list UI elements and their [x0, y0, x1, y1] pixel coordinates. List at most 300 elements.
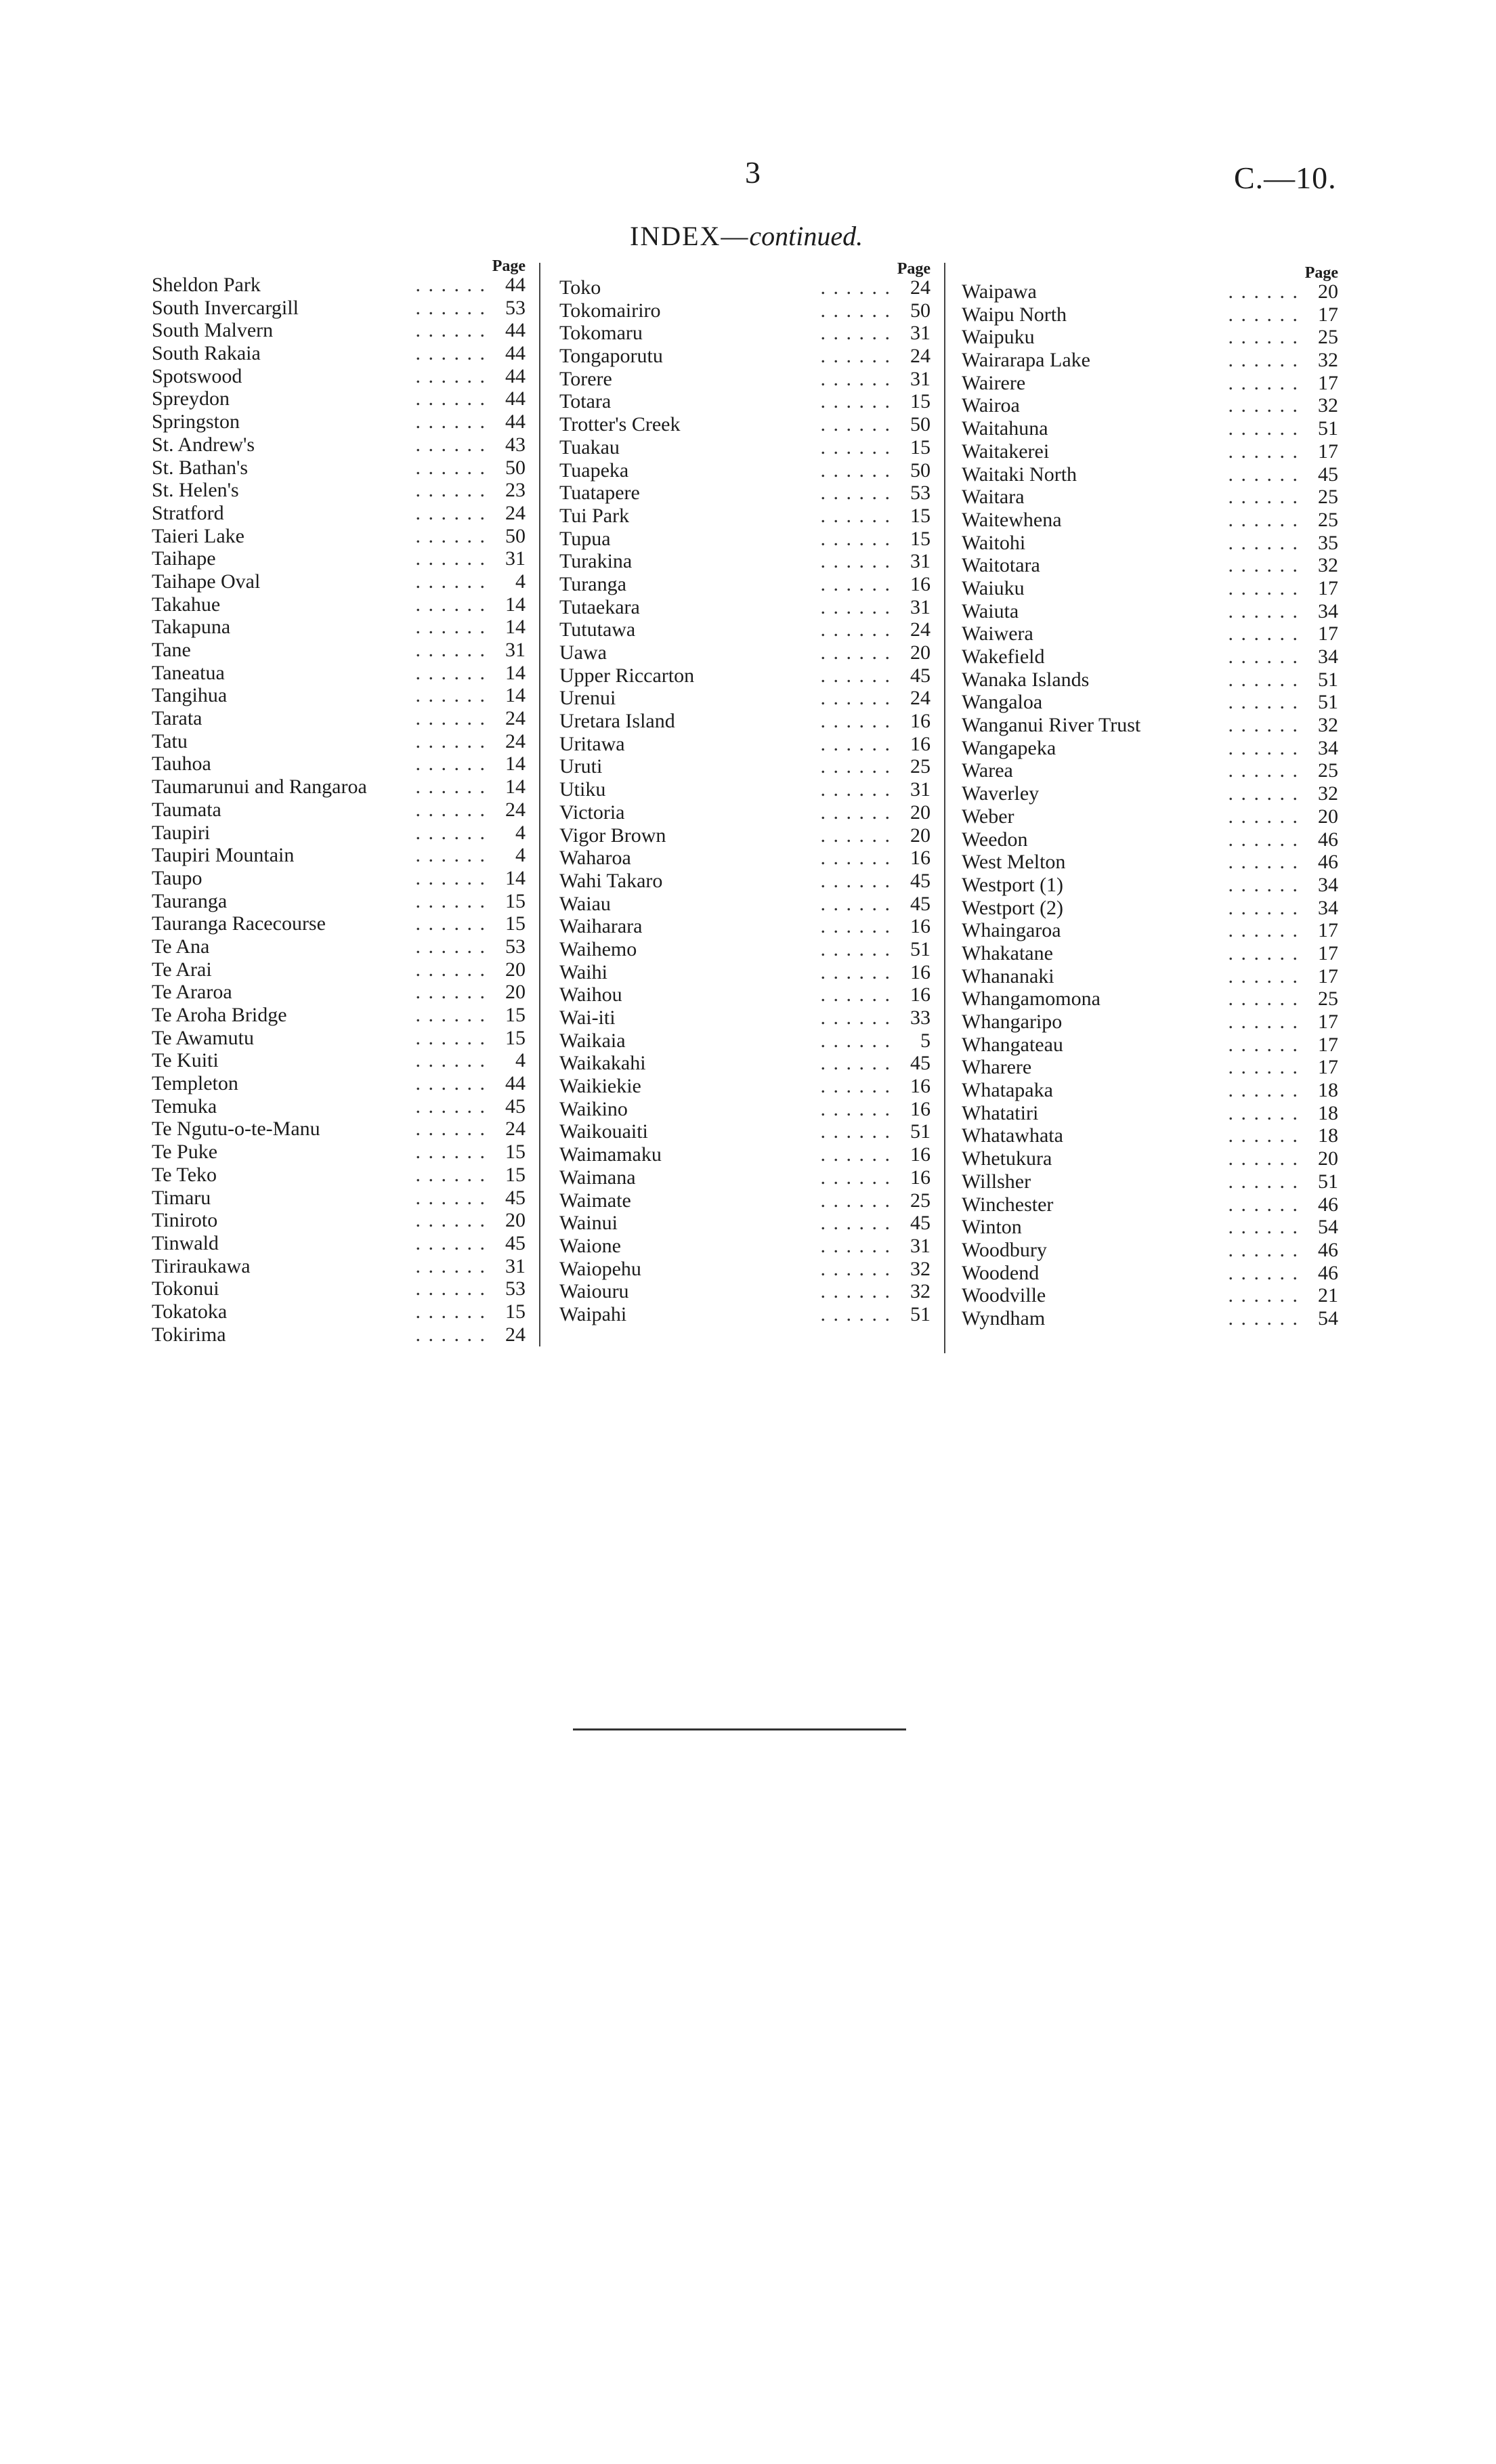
entry-name: Te Aroha Bridge	[152, 1004, 287, 1026]
index-entry	[152, 319, 526, 342]
entry-page: 32	[1318, 782, 1338, 805]
index-entry	[559, 368, 931, 391]
document-reference: C.—10.	[1234, 161, 1337, 195]
entry-name: Whatawhata	[962, 1124, 1063, 1147]
entry-name: Tiriraukawa	[152, 1254, 251, 1277]
entry-name: Waihou	[559, 983, 622, 1006]
index-entry	[152, 456, 526, 480]
index-entry	[559, 276, 931, 299]
index-entry	[559, 778, 931, 801]
entry-page: 16	[910, 1143, 931, 1166]
entry-page: 18	[1318, 1079, 1338, 1102]
index-entry	[152, 639, 526, 662]
entry-name: Tauranga Racecourse	[152, 912, 326, 935]
entry-name: Waitewhena	[962, 508, 1062, 531]
leader-dots: . . . . . .	[415, 593, 486, 616]
entry-name: Wairoa	[962, 394, 1020, 417]
entry-page: 51	[1318, 668, 1338, 691]
entry-page: 34	[1318, 873, 1338, 896]
entry-name: Winchester	[962, 1193, 1054, 1216]
entry-name: Waitohi	[962, 531, 1026, 554]
entry-name: Waiuta	[962, 599, 1019, 622]
index-entry	[962, 965, 1338, 988]
entry-name: Waimana	[559, 1166, 636, 1189]
entry-page: 35	[1318, 531, 1338, 554]
entry-page: 5	[920, 1029, 931, 1052]
index-list	[559, 276, 931, 1326]
entry-page: 45	[1318, 463, 1338, 486]
entry-page: 15	[505, 1300, 526, 1323]
entry-name: Westport (1)	[962, 873, 1064, 896]
entry-name: Tui Park	[559, 504, 630, 527]
leader-dots: . . . . . .	[1228, 828, 1299, 851]
index-entry	[152, 1209, 526, 1232]
entry-page: 45	[910, 1212, 931, 1235]
entry-page: 18	[1318, 1124, 1338, 1147]
entry-name: St. Bathan's	[152, 456, 249, 479]
entry-page: 14	[505, 866, 526, 889]
entry-page: 20	[505, 958, 526, 981]
entry-name: Waimate	[559, 1189, 631, 1212]
index-entry	[559, 596, 931, 619]
index-entry	[559, 573, 931, 596]
leader-dots: . . . . . .	[820, 367, 891, 390]
index-entry	[152, 1072, 526, 1095]
entry-name: Waipuku	[962, 326, 1035, 349]
entry-page: 20	[505, 981, 526, 1004]
leader-dots: . . . . . .	[820, 1234, 891, 1257]
entry-name: Waipawa	[962, 280, 1037, 303]
entry-name: Te Teko	[152, 1163, 217, 1186]
leader-dots: . . . . . .	[820, 869, 891, 892]
entry-page: 24	[505, 707, 526, 730]
leader-dots: . . . . . .	[415, 912, 486, 935]
leader-dots: . . . . . .	[1228, 691, 1299, 714]
index-entry	[559, 1166, 931, 1189]
index-entry	[559, 1006, 931, 1029]
leader-dots: . . . . . .	[415, 889, 486, 912]
entry-name: Waiouru	[559, 1280, 629, 1303]
entry-name: Whangaripo	[962, 1011, 1063, 1033]
leader-dots: . . . . . .	[1228, 987, 1299, 1011]
leader-dots: . . . . . .	[415, 1209, 486, 1232]
index-entry	[152, 365, 526, 388]
entry-page: 51	[1318, 691, 1338, 714]
entry-page: 44	[505, 410, 526, 433]
leader-dots: . . . . . .	[415, 364, 486, 387]
index-entry	[962, 805, 1338, 828]
entry-name: Urenui	[559, 687, 616, 710]
leader-dots: . . . . . .	[1228, 736, 1299, 759]
entry-page: 20	[1318, 280, 1338, 303]
entry-page: 31	[505, 547, 526, 570]
leader-dots: . . . . . .	[1228, 941, 1299, 964]
index-entry	[559, 1052, 931, 1075]
entry-page: 51	[1318, 1170, 1338, 1193]
index-entry	[962, 463, 1338, 486]
entry-name: Tiniroto	[152, 1209, 218, 1232]
index-entry	[152, 867, 526, 890]
entry-name: Spotswood	[152, 364, 242, 387]
entry-page: 44	[505, 274, 526, 296]
entry-page: 50	[910, 299, 931, 322]
entry-name: Taumata	[152, 798, 221, 821]
leader-dots: . . . . . .	[415, 296, 486, 319]
entry-page: 14	[505, 593, 526, 616]
index-entry	[152, 935, 526, 958]
index-entry	[962, 622, 1338, 645]
index-entry	[962, 782, 1338, 805]
index-entry	[152, 1187, 526, 1210]
index-entry	[962, 1307, 1338, 1330]
entry-name: Waimamaku	[559, 1143, 662, 1166]
leader-dots: . . . . . .	[415, 1300, 486, 1323]
index-entry	[152, 662, 526, 685]
entry-page: 51	[910, 1120, 931, 1143]
index-entry	[962, 440, 1338, 463]
entry-page: 34	[1318, 896, 1338, 919]
entry-name: Winton	[962, 1216, 1022, 1239]
entry-page: 17	[1318, 941, 1338, 964]
entry-page: 31	[910, 1234, 931, 1257]
entry-page: 33	[910, 1006, 931, 1029]
index-entry	[559, 755, 931, 778]
leader-dots: . . . . . .	[1228, 714, 1299, 737]
leader-dots: . . . . . .	[415, 1254, 486, 1277]
index-entry	[962, 1193, 1338, 1216]
entry-page: 34	[1318, 645, 1338, 668]
entry-name: Timaru	[152, 1186, 211, 1209]
index-entry	[152, 525, 526, 548]
entry-name: Waharoa	[559, 847, 631, 870]
column-divider	[944, 263, 945, 1353]
entry-name: Whaingaroa	[962, 919, 1061, 942]
entry-name: Waiuku	[962, 576, 1025, 599]
leader-dots: . . . . . .	[415, 501, 486, 524]
leader-dots: . . . . . .	[1228, 759, 1299, 782]
entry-page: 32	[1318, 714, 1338, 737]
entry-name: Waitahuna	[962, 417, 1048, 440]
leader-dots: . . . . . .	[820, 937, 891, 960]
entry-name: Whakatane	[962, 941, 1053, 964]
index-entry	[559, 961, 931, 984]
index-entry	[152, 342, 526, 365]
entry-page: 44	[505, 1072, 526, 1095]
entry-name: Tupua	[559, 527, 611, 550]
leader-dots: . . . . . .	[415, 752, 486, 776]
entry-page: 24	[505, 501, 526, 524]
entry-page: 16	[910, 1075, 931, 1098]
entry-name: Woodbury	[962, 1238, 1047, 1261]
entry-name: Wairarapa Lake	[962, 349, 1090, 372]
leader-dots: . . . . . .	[1228, 417, 1299, 440]
entry-name: Uruti	[559, 755, 603, 778]
index-title-main: INDEX—	[630, 221, 750, 251]
index-entry	[559, 1280, 931, 1303]
entry-name: St. Helen's	[152, 479, 239, 502]
entry-page: 54	[1318, 1216, 1338, 1239]
entry-page: 14	[505, 661, 526, 684]
entry-name: Taneatua	[152, 661, 225, 684]
index-entry	[559, 459, 931, 482]
entry-name: Wanganui River Trust	[962, 714, 1141, 737]
leader-dots: . . . . . .	[1228, 440, 1299, 463]
entry-page: 32	[1318, 349, 1338, 372]
entry-name: Woodville	[962, 1284, 1046, 1307]
index-entry	[559, 710, 931, 733]
entry-name: Waikakahi	[559, 1052, 646, 1075]
entry-name: Springston	[152, 410, 240, 433]
leader-dots: . . . . . .	[820, 436, 891, 459]
entry-page: 25	[1318, 508, 1338, 531]
entry-page: 16	[910, 915, 931, 938]
leader-dots: . . . . . .	[1228, 1261, 1299, 1284]
index-entry	[559, 1029, 931, 1053]
leader-dots: . . . . . .	[415, 410, 486, 433]
index-title	[630, 220, 863, 252]
entry-page: 17	[1318, 964, 1338, 987]
index-entry	[962, 759, 1338, 782]
entry-name: Warea	[962, 759, 1013, 782]
entry-page: 50	[505, 524, 526, 547]
entry-name: Waitakerei	[962, 440, 1050, 463]
index-entry	[962, 691, 1338, 714]
leader-dots: . . . . . .	[1228, 782, 1299, 805]
index-entry	[152, 1323, 526, 1346]
leader-dots: . . . . . .	[415, 707, 486, 730]
entry-page: 15	[505, 1004, 526, 1026]
entry-page: 53	[505, 935, 526, 958]
entry-page: 46	[1318, 1261, 1338, 1284]
entry-name: Templeton	[152, 1072, 238, 1095]
entry-page: 45	[910, 1052, 931, 1075]
entry-page: 50	[505, 456, 526, 479]
entry-page: 45	[505, 1231, 526, 1254]
index-entry	[962, 987, 1338, 1011]
entry-page: 4	[515, 1049, 526, 1072]
leader-dots: . . . . . .	[415, 821, 486, 844]
leader-dots: . . . . . .	[820, 1280, 891, 1303]
leader-dots: . . . . . .	[820, 482, 891, 505]
leader-dots: . . . . . .	[415, 1323, 486, 1346]
leader-dots: . . . . . .	[820, 595, 891, 618]
entry-name: Wharere	[962, 1056, 1032, 1079]
index-entry	[152, 1277, 526, 1300]
leader-dots: . . . . . .	[1228, 851, 1299, 874]
index-entry	[152, 479, 526, 502]
index-entry	[152, 593, 526, 616]
index-entry	[962, 1147, 1338, 1170]
entry-page: 25	[1318, 987, 1338, 1011]
entry-page: 31	[910, 778, 931, 801]
entry-page: 44	[505, 387, 526, 410]
page-column-header: Page	[897, 260, 931, 278]
index-entry	[152, 616, 526, 639]
entry-page: 20	[910, 824, 931, 847]
leader-dots: . . . . . .	[415, 958, 486, 981]
leader-dots: . . . . . .	[820, 960, 891, 983]
entry-name: Toko	[559, 276, 601, 299]
entry-name: Taihape Oval	[152, 570, 261, 593]
entry-page: 32	[1318, 394, 1338, 417]
index-entry	[559, 482, 931, 505]
entry-name: Victoria	[559, 801, 625, 824]
index-entry	[559, 413, 931, 436]
entry-page: 17	[1318, 1011, 1338, 1033]
entry-page: 14	[505, 684, 526, 707]
leader-dots: . . . . . .	[1228, 622, 1299, 645]
index-entry	[152, 912, 526, 935]
index-entry	[152, 752, 526, 776]
index-entry	[152, 410, 526, 433]
entry-page: 15	[910, 390, 931, 413]
entry-name: Waitara	[962, 486, 1025, 509]
entry-page: 24	[910, 345, 931, 368]
index-entry	[962, 828, 1338, 851]
leader-dots: . . . . . .	[415, 798, 486, 821]
entry-name: South Rakaia	[152, 342, 261, 365]
entry-page: 45	[910, 892, 931, 915]
entry-name: Spreydon	[152, 387, 230, 410]
entry-name: Waipu North	[962, 303, 1067, 326]
index-entry	[559, 299, 931, 322]
leader-dots: . . . . . .	[1228, 303, 1299, 326]
leader-dots: . . . . . .	[1228, 486, 1299, 509]
entry-name: Te Puke	[152, 1141, 218, 1164]
leader-dots: . . . . . .	[820, 915, 891, 938]
index-entry	[152, 433, 526, 456]
entry-page: 34	[1318, 599, 1338, 622]
index-entry	[152, 1049, 526, 1072]
index-entry	[152, 707, 526, 730]
leader-dots: . . . . . .	[415, 433, 486, 456]
entry-name: Wahi Takaro	[559, 869, 663, 892]
entry-name: Weedon	[962, 828, 1028, 851]
index-entry	[152, 822, 526, 845]
leader-dots: . . . . . .	[820, 618, 891, 641]
entry-page: 14	[505, 776, 526, 799]
index-list	[962, 280, 1338, 1330]
leader-dots: . . . . . .	[820, 504, 891, 527]
index-entry	[152, 981, 526, 1004]
entry-page: 45	[505, 1095, 526, 1118]
entry-name: Tokomaru	[559, 322, 643, 345]
entry-name: Waiau	[559, 892, 611, 915]
leader-dots: . . . . . .	[415, 456, 486, 479]
entry-name: Tutaekara	[559, 595, 640, 618]
entry-name: Waione	[559, 1234, 621, 1257]
entry-name: Tokatoka	[152, 1300, 228, 1323]
leader-dots: . . . . . .	[820, 687, 891, 710]
entry-page: 17	[1318, 1056, 1338, 1079]
entry-page: 16	[910, 1166, 931, 1189]
leader-dots: . . . . . .	[1228, 280, 1299, 303]
index-entry	[559, 1075, 931, 1098]
entry-name: Tongaporutu	[559, 345, 663, 368]
leader-dots: . . . . . .	[1228, 1216, 1299, 1239]
index-entry	[559, 664, 931, 687]
index-entry	[559, 893, 931, 916]
index-entry	[559, 618, 931, 641]
entry-page: 53	[910, 482, 931, 505]
leader-dots: . . . . . .	[1228, 919, 1299, 942]
entry-page: 54	[1318, 1307, 1338, 1330]
index-entry	[559, 1143, 931, 1166]
leader-dots: . . . . . .	[1228, 1307, 1299, 1330]
leader-dots: . . . . . .	[820, 824, 891, 847]
leader-dots: . . . . . .	[415, 1186, 486, 1209]
entry-page: 20	[1318, 805, 1338, 828]
leader-dots: . . . . . .	[1228, 873, 1299, 896]
leader-dots: . . . . . .	[820, 345, 891, 368]
leader-dots: . . . . . .	[415, 342, 486, 365]
entry-page: 25	[910, 755, 931, 778]
entry-page: 45	[910, 869, 931, 892]
entry-page: 46	[1318, 828, 1338, 851]
entry-name: Taupo	[152, 866, 202, 889]
index-entry	[962, 714, 1338, 737]
index-entry	[152, 776, 526, 799]
leader-dots: . . . . . .	[820, 710, 891, 733]
entry-page: 14	[505, 752, 526, 776]
index-entry	[962, 1216, 1338, 1239]
index-entry	[559, 687, 931, 710]
index-entry	[559, 505, 931, 528]
entry-page: 16	[910, 960, 931, 983]
leader-dots: . . . . . .	[820, 892, 891, 915]
entry-page: 15	[505, 1163, 526, 1186]
leader-dots: . . . . . .	[820, 1212, 891, 1235]
entry-page: 15	[505, 889, 526, 912]
leader-dots: . . . . . .	[1228, 463, 1299, 486]
index-entry	[962, 1034, 1338, 1057]
entry-page: 14	[505, 616, 526, 639]
entry-page: 15	[505, 1026, 526, 1049]
entry-name: Te Ngutu-o-te-Manu	[152, 1118, 320, 1141]
end-rule	[573, 1728, 906, 1730]
index-title-continued: continued.	[749, 221, 863, 251]
entry-page: 25	[1318, 759, 1338, 782]
page-column-header: Page	[1304, 264, 1338, 282]
leader-dots: . . . . . .	[415, 1118, 486, 1141]
entry-name: Waitaki North	[962, 463, 1077, 486]
index-entry	[962, 1170, 1338, 1193]
entry-name: Te Araroa	[152, 981, 232, 1004]
leader-dots: . . . . . .	[415, 639, 486, 661]
entry-page: 31	[910, 595, 931, 618]
entry-name: Tuakau	[559, 436, 620, 459]
index-entry	[962, 919, 1338, 942]
leader-dots: . . . . . .	[1228, 668, 1299, 691]
index-entry	[152, 1118, 526, 1141]
entry-page: 50	[910, 459, 931, 482]
index-entry	[559, 1258, 931, 1281]
index-entry	[152, 502, 526, 525]
entry-page: 46	[1318, 1193, 1338, 1216]
leader-dots: . . . . . .	[415, 729, 486, 752]
leader-dots: . . . . . .	[1228, 1193, 1299, 1216]
entry-name: Turakina	[559, 550, 633, 573]
entry-name: Whatapaka	[962, 1079, 1053, 1102]
entry-name: Tauranga	[152, 889, 228, 912]
index-entry	[559, 1235, 931, 1258]
index-entry	[152, 570, 526, 593]
entry-page: 17	[1318, 576, 1338, 599]
leader-dots: . . . . . .	[415, 935, 486, 958]
index-entry	[559, 983, 931, 1006]
column-divider	[539, 263, 540, 1346]
leader-dots: . . . . . .	[415, 661, 486, 684]
